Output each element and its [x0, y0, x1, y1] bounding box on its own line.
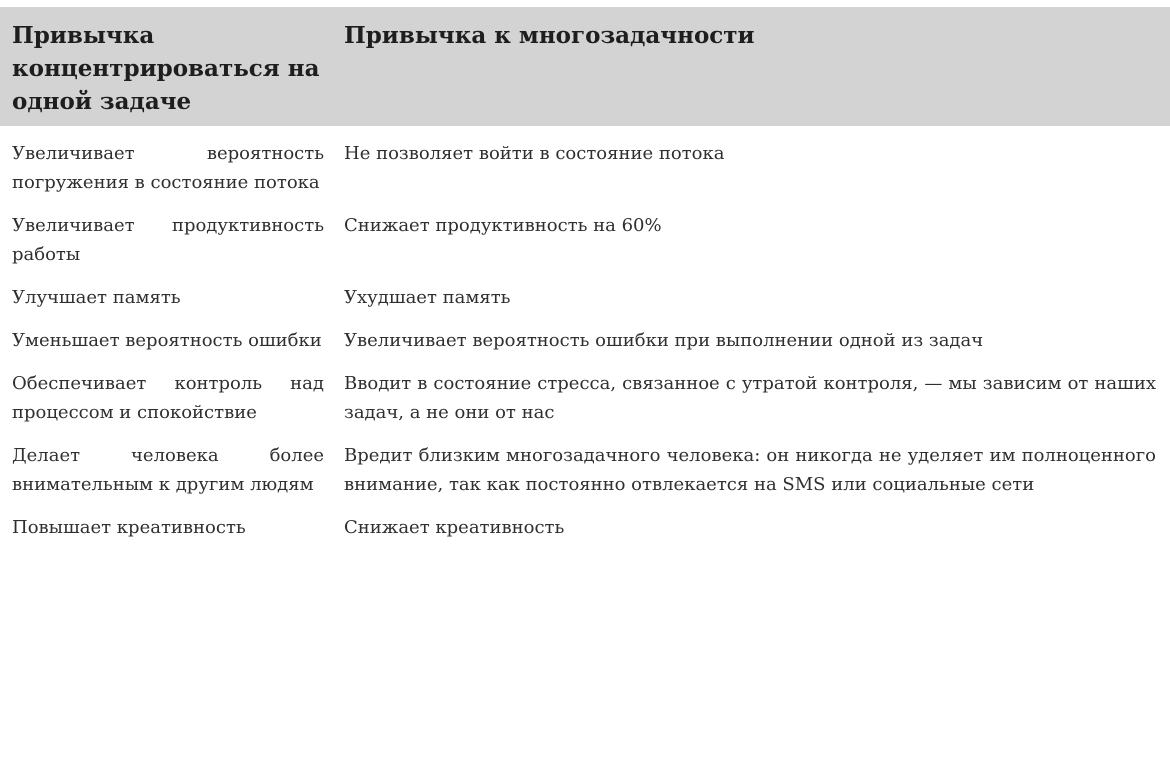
table-header: [0, 7, 1170, 126]
multitasking-cell: Снижает продуктивность на 60%: [344, 215, 662, 236]
multitasking-cell: Не позволяет войти в состояние потока: [344, 143, 725, 164]
single-tasking-cell: Делает человека более внимательным к другим людям: [12, 445, 324, 495]
table-row: [0, 126, 1170, 211]
header-row: [0, 7, 1170, 126]
table-row: [0, 369, 1170, 441]
single-tasking-cell: Уменьшает вероятность ошибки: [12, 330, 322, 351]
multitasking-cell: Ухудшает память: [344, 287, 511, 308]
table-row: [0, 441, 1170, 513]
header-multitasking: Привычка к многозадачности: [334, 7, 1170, 126]
single-tasking-cell: Улучшает память: [12, 287, 181, 308]
single-tasking-cell: Увеличивает продуктивность работы: [12, 215, 324, 265]
table-row: [0, 513, 1170, 556]
multitasking-cell: Увеличивает вероятность ошибки при выполнении одной из задач: [344, 330, 984, 351]
multitasking-cell: Снижает креативность: [344, 517, 565, 538]
multitasking-cell: Вводит в состояние стресса, связанное с утратой контроля, — мы зависим от наших задач, а не они от нас: [344, 373, 1156, 423]
single-tasking-cell: Обеспечивает контроль над процессом и спокойствие: [12, 373, 324, 423]
single-tasking-cell: Увеличивает вероятность погружения в состояние потока: [12, 143, 324, 193]
table-body: [0, 126, 1170, 556]
table-row: [0, 326, 1170, 369]
comparison-table: [0, 7, 1170, 556]
header-single-tasking: Привычка концентрироваться на одной задаче: [0, 7, 334, 126]
table-row: [0, 283, 1170, 326]
multitasking-cell: Вредит близким многозадачного человека: он никогда не уделяет им полноценного внимание, так как постоянно отвлекается на SMS или социальные сети: [344, 445, 1156, 495]
single-tasking-cell: Повышает креативность: [12, 517, 246, 538]
table-row: [0, 211, 1170, 283]
